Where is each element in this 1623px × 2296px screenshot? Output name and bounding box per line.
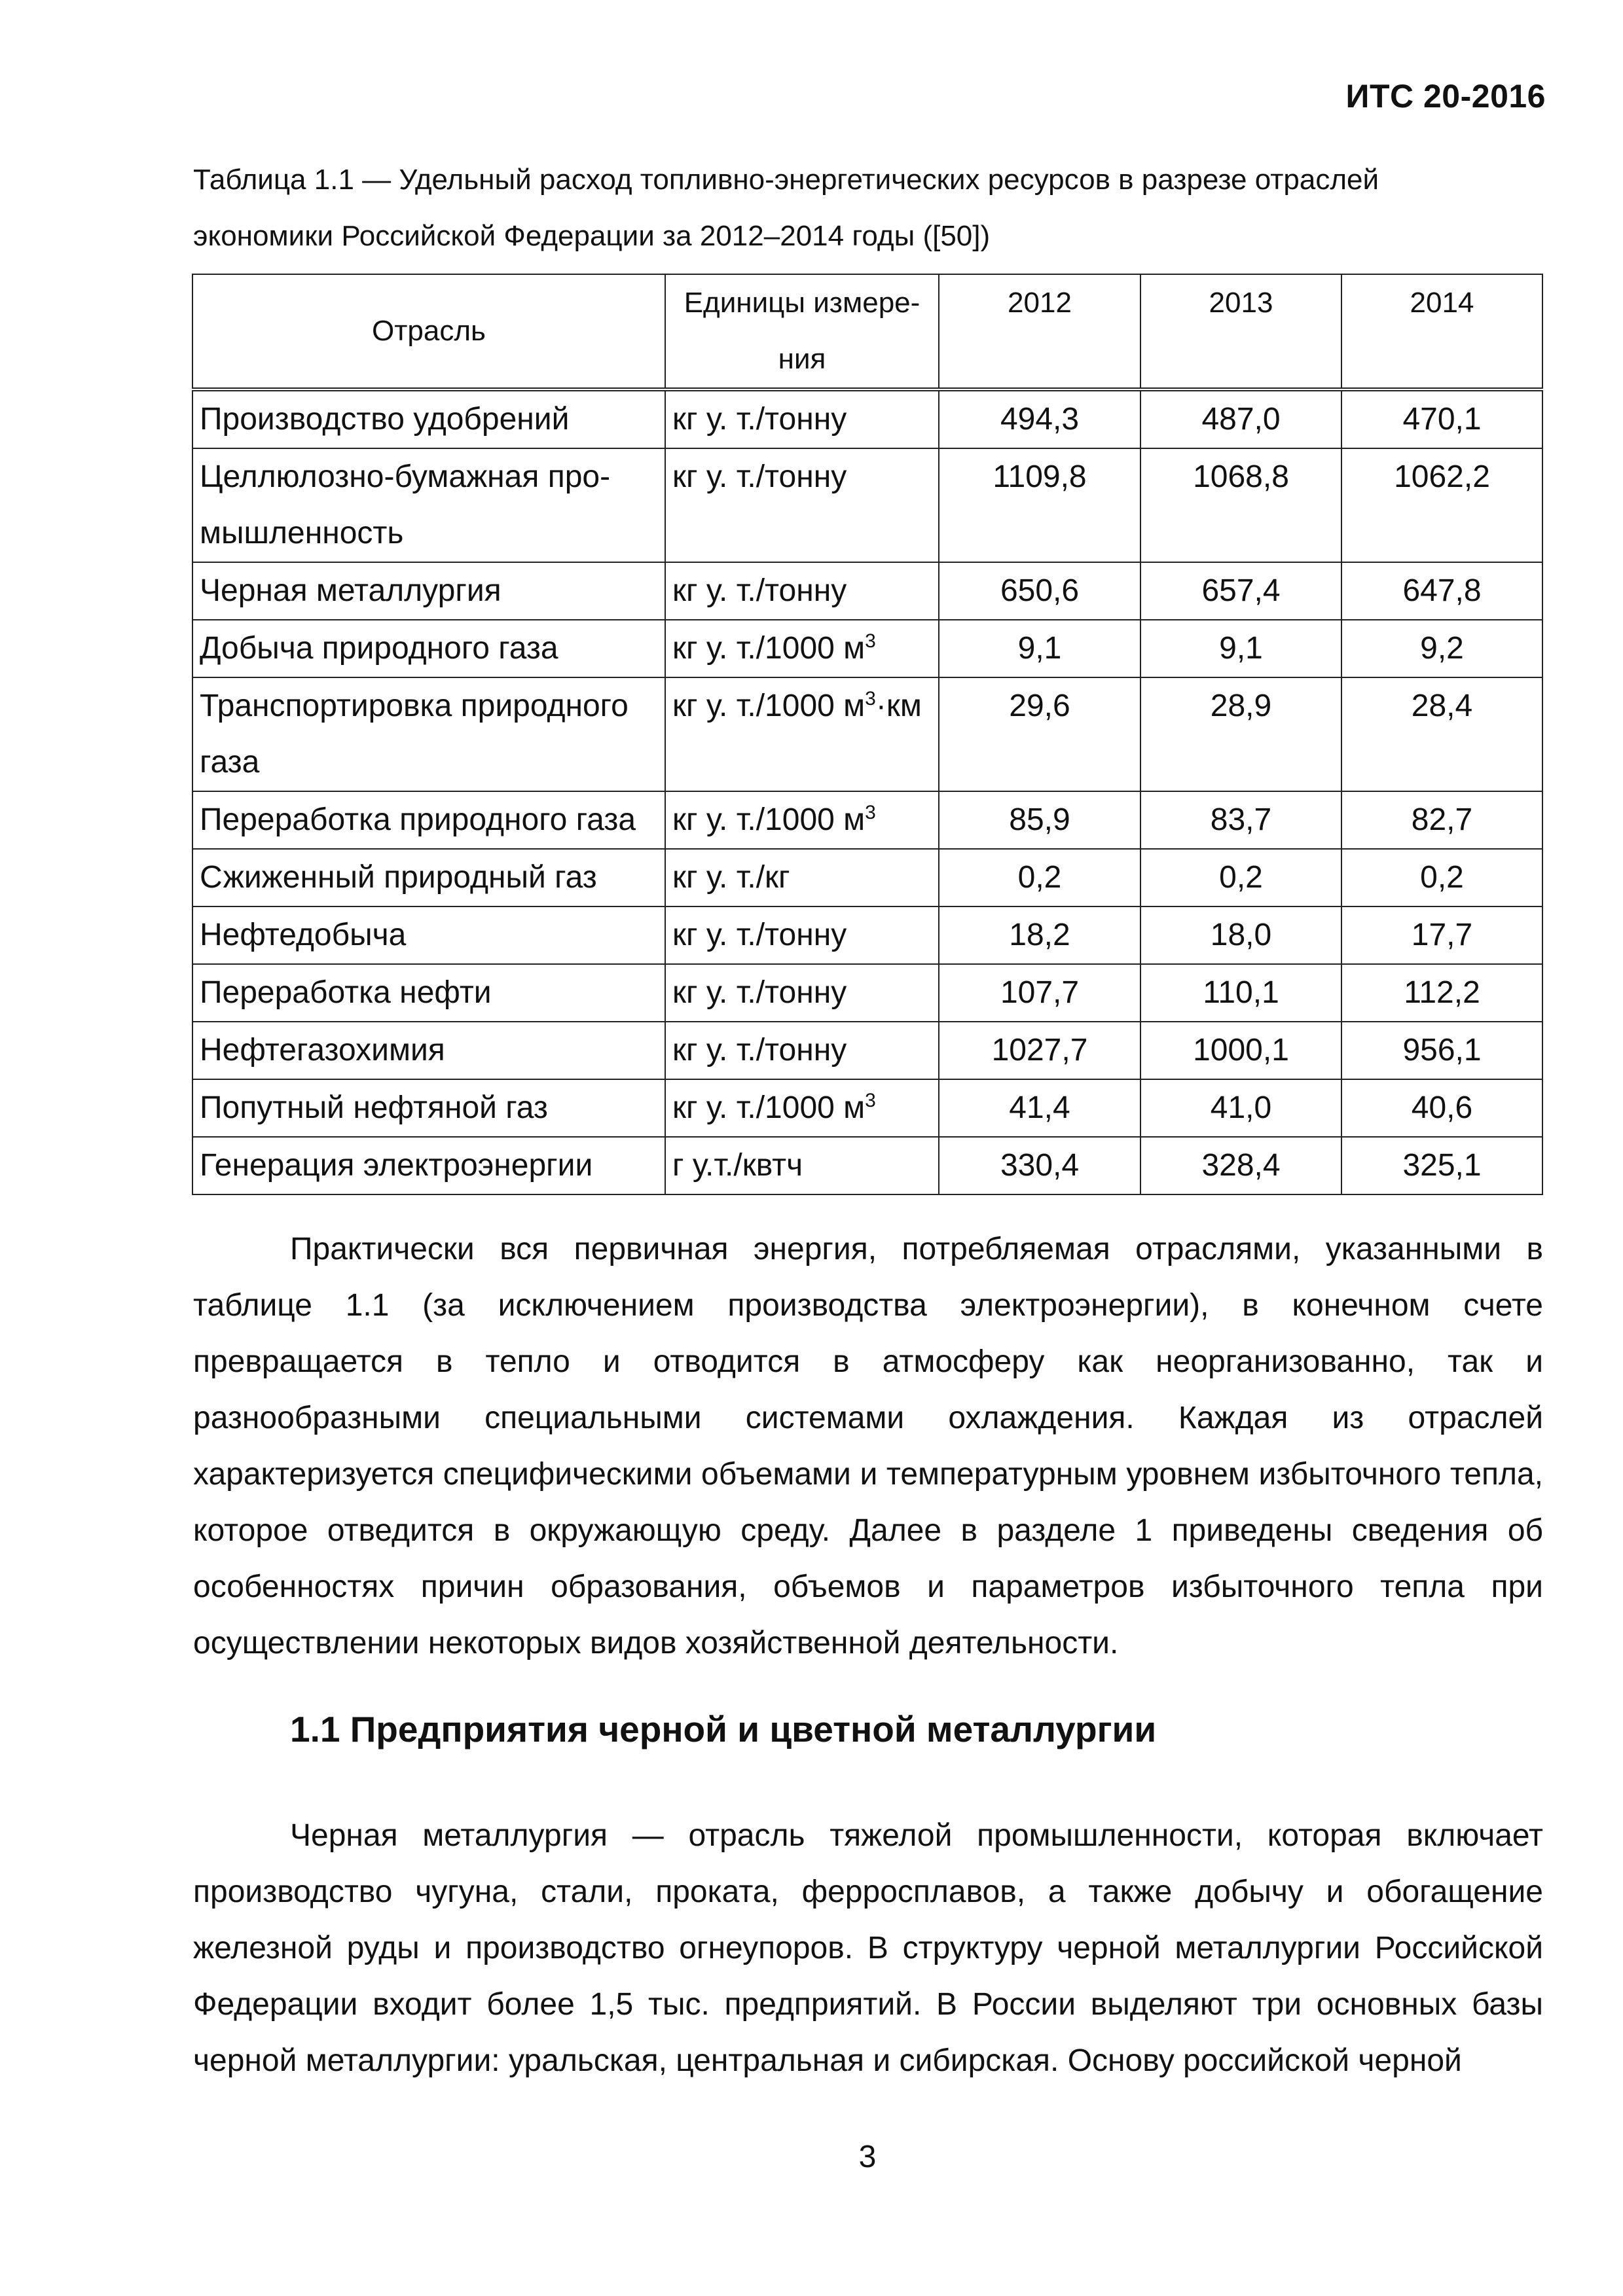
cell-sector: Сжиженный природный газ bbox=[192, 849, 665, 906]
cell-value-2013: 9,1 bbox=[1140, 620, 1341, 677]
header-year-2014: 2014 bbox=[1341, 274, 1542, 389]
cell-value-2014: 40,6 bbox=[1341, 1079, 1542, 1137]
cell-sector: Нефтегазохимия bbox=[192, 1022, 665, 1079]
unit-text: кг у. т./тонну bbox=[672, 918, 847, 952]
cell-value-2012: 107,7 bbox=[939, 964, 1140, 1022]
cell-value-2013: 18,0 bbox=[1140, 906, 1341, 964]
cell-value-2012: 18,2 bbox=[939, 906, 1140, 964]
cell-value-2012: 650,6 bbox=[939, 562, 1140, 620]
cell-unit bbox=[665, 562, 939, 620]
cell-sector: Генерация электроэнергии bbox=[192, 1137, 665, 1194]
cell-unit bbox=[665, 849, 939, 906]
unit-superscript: 3 bbox=[865, 802, 876, 823]
cell-value-2014: 9,2 bbox=[1341, 620, 1542, 677]
cell-value-2012: 41,4 bbox=[939, 1079, 1140, 1137]
document-code: ИТС 20-2016 bbox=[1345, 78, 1546, 115]
cell-value-2013: 1000,1 bbox=[1140, 1022, 1341, 1079]
cell-value-2014: 470,1 bbox=[1341, 389, 1542, 448]
unit-text: кг у. т./тонну bbox=[672, 459, 847, 494]
table-row bbox=[192, 448, 1542, 562]
unit-text: кг у. т./1000 м bbox=[672, 689, 866, 723]
cell-value-2013: 28,9 bbox=[1140, 677, 1341, 791]
cell-value-2014: 17,7 bbox=[1341, 906, 1542, 964]
table-row bbox=[192, 1137, 1542, 1194]
unit-superscript: 3 bbox=[865, 630, 876, 652]
unit-tail: ·км bbox=[875, 689, 922, 723]
cell-value-2014: 956,1 bbox=[1341, 1022, 1542, 1079]
cell-value-2012: 494,3 bbox=[939, 389, 1140, 448]
cell-value-2013: 110,1 bbox=[1140, 964, 1341, 1022]
cell-unit bbox=[665, 964, 939, 1022]
unit-text: кг у. т./1000 м bbox=[672, 1090, 866, 1125]
table-body bbox=[192, 389, 1542, 1194]
cell-value-2012: 1027,7 bbox=[939, 1022, 1140, 1079]
cell-value-2013: 41,0 bbox=[1140, 1079, 1341, 1137]
cell-value-2014: 647,8 bbox=[1341, 562, 1542, 620]
unit-superscript: 3 bbox=[865, 688, 876, 709]
cell-unit bbox=[665, 389, 939, 448]
cell-value-2012: 85,9 bbox=[939, 791, 1140, 849]
unit-text: кг у. т./тонну bbox=[672, 573, 847, 608]
cell-unit bbox=[665, 906, 939, 964]
cell-value-2012: 1109,8 bbox=[939, 448, 1140, 562]
table-row bbox=[192, 677, 1542, 791]
cell-value-2014: 82,7 bbox=[1341, 791, 1542, 849]
cell-sector: Целлюлозно-бумажная про-мышленность bbox=[192, 448, 665, 562]
cell-value-2013: 0,2 bbox=[1140, 849, 1341, 906]
header-year-2012: 2012 bbox=[939, 274, 1140, 389]
cell-unit bbox=[665, 1022, 939, 1079]
cell-value-2013: 487,0 bbox=[1140, 389, 1341, 448]
cell-unit bbox=[665, 448, 939, 562]
cell-sector: Добыча природного газа bbox=[192, 620, 665, 677]
unit-text: кг у. т./1000 м bbox=[672, 631, 866, 666]
table-header-row bbox=[192, 274, 1542, 389]
unit-text: г у.т./квтч bbox=[672, 1148, 803, 1183]
table-row bbox=[192, 562, 1542, 620]
table-row bbox=[192, 964, 1542, 1022]
cell-sector: Транспортировка природного газа bbox=[192, 677, 665, 791]
unit-text: кг у. т./тонну bbox=[672, 402, 847, 437]
cell-sector: Переработка природного газа bbox=[192, 791, 665, 849]
unit-text: кг у. т./1000 м bbox=[672, 802, 866, 837]
body-paragraph-1: Практически вся первичная энергия, потребляемая отраслями, указанными в таблице 1.1 (за исключением производства электроэнергии), в конечном счете превращается в тепло и отводится в атмосферу как неорганизованно, так и разнообразными специальными системами охлаждения. Каждая из отраслей характеризуется специфическими объемами и температурным уровнем избыточного тепла, которое отведится в окружающую среду. Далее в разделе 1 приведены сведения об особенностях причин образования, объемов и параметров избыточного тепла при осуществлении некоторых видов хозяйственной деятельности. bbox=[193, 1232, 1543, 1660]
unit-superscript: 3 bbox=[865, 1090, 876, 1111]
page-number: 3 bbox=[858, 2140, 877, 2174]
cell-value-2013: 1068,8 bbox=[1140, 448, 1341, 562]
cell-unit bbox=[665, 620, 939, 677]
unit-text: кг у. т./тонну bbox=[672, 975, 847, 1010]
cell-unit bbox=[665, 677, 939, 791]
table-caption: Таблица 1.1 — Удельный расход топливно-энергетических ресурсов в разрезе отраслей экономики Российской Федерации за 2012–2014 годы ([50]) bbox=[193, 164, 1379, 252]
table-row bbox=[192, 906, 1542, 964]
header-unit: Единицы измере-ния bbox=[665, 274, 939, 389]
cell-sector: Попутный нефтяной газ bbox=[192, 1079, 665, 1137]
unit-text: кг у. т./кг bbox=[672, 860, 790, 895]
cell-sector: Нефтедобыча bbox=[192, 906, 665, 964]
table-row bbox=[192, 849, 1542, 906]
cell-value-2014: 112,2 bbox=[1341, 964, 1542, 1022]
table-row bbox=[192, 1022, 1542, 1079]
cell-value-2013: 657,4 bbox=[1140, 562, 1341, 620]
cell-sector: Производство удобрений bbox=[192, 389, 665, 448]
cell-value-2013: 83,7 bbox=[1140, 791, 1341, 849]
table-row bbox=[192, 620, 1542, 677]
energy-consumption-table bbox=[192, 274, 1543, 1195]
cell-value-2014: 28,4 bbox=[1341, 677, 1542, 791]
cell-value-2014: 1062,2 bbox=[1341, 448, 1542, 562]
cell-value-2014: 325,1 bbox=[1341, 1137, 1542, 1194]
cell-value-2012: 330,4 bbox=[939, 1137, 1140, 1194]
header-year-2013: 2013 bbox=[1140, 274, 1341, 389]
table-row bbox=[192, 1079, 1542, 1137]
cell-unit bbox=[665, 1079, 939, 1137]
table-row bbox=[192, 791, 1542, 849]
cell-sector: Черная металлургия bbox=[192, 562, 665, 620]
section-heading: 1.1 Предприятия черной и цветной металлургии bbox=[290, 1709, 1157, 1749]
cell-unit bbox=[665, 1137, 939, 1194]
body-paragraph-2: Черная металлургия — отрасль тяжелой промышленности, которая включает производство чугуна, стали, проката, ферросплавов, а также добычу и обогащение железной руды и производство огнеупоров. В структуру черной металлургии Российской Федерации входит более 1,5 тыс. предприятий. В России выделяют три основных базы черной металлургии: уральская, центральная и сибирская. Основу российской черной bbox=[193, 1818, 1543, 2078]
unit-text: кг у. т./тонну bbox=[672, 1033, 847, 1067]
header-sector: Отрасль bbox=[192, 274, 665, 389]
cell-value-2012: 0,2 bbox=[939, 849, 1140, 906]
cell-value-2014: 0,2 bbox=[1341, 849, 1542, 906]
cell-unit bbox=[665, 791, 939, 849]
cell-value-2012: 9,1 bbox=[939, 620, 1140, 677]
table-row bbox=[192, 389, 1542, 448]
cell-value-2012: 29,6 bbox=[939, 677, 1140, 791]
cell-value-2013: 328,4 bbox=[1140, 1137, 1341, 1194]
cell-sector: Переработка нефти bbox=[192, 964, 665, 1022]
